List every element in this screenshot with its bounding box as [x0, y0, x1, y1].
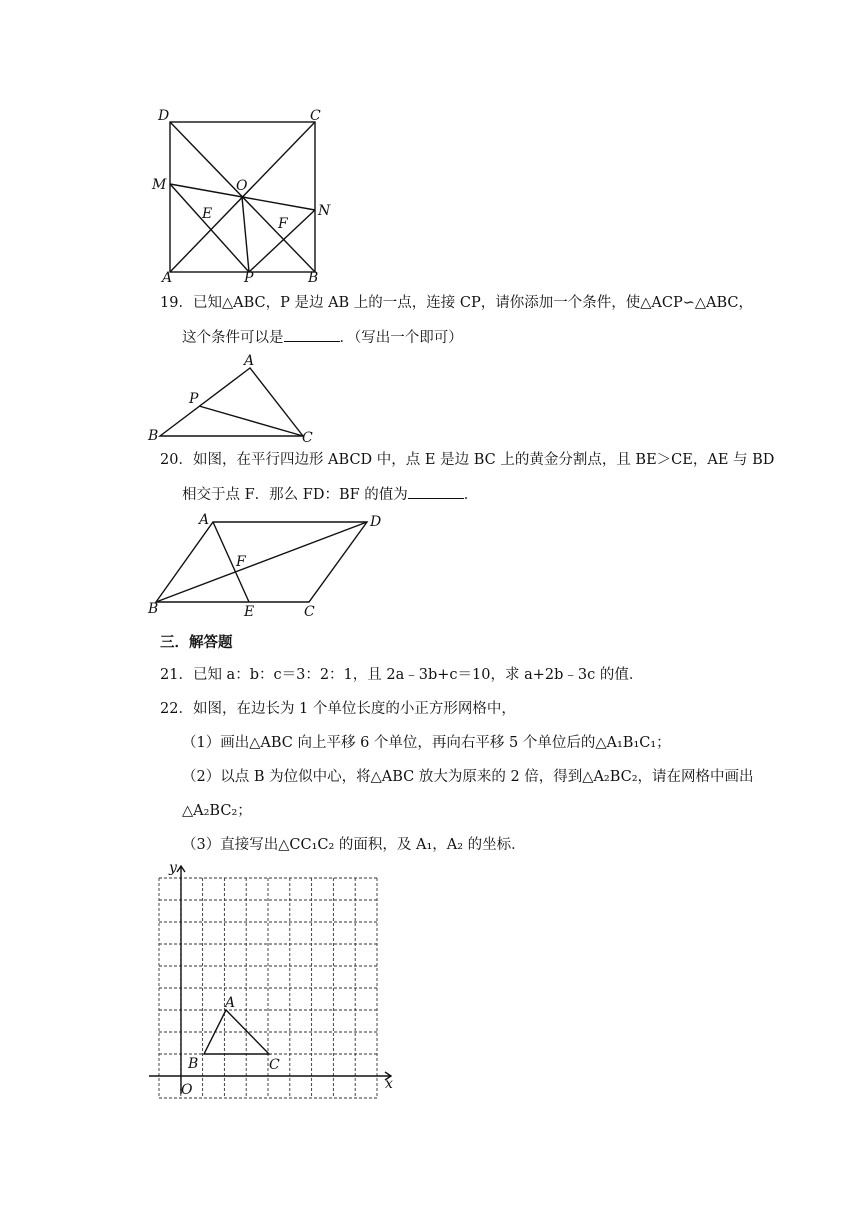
- q19-line2-b: ．（写出一个即可）: [339, 330, 463, 346]
- q21-text: 21．已知 a：b：c＝3：2：1，且 2a﹣3b+c＝10，求 a+2b﹣3c 的值．: [160, 667, 644, 683]
- q20-label-D: D: [370, 514, 382, 530]
- label-N: N: [318, 203, 331, 219]
- grid-label-C: C: [269, 1057, 280, 1073]
- label-M: M: [152, 177, 167, 193]
- grid-label-O: O: [181, 1082, 193, 1098]
- label-C: C: [310, 108, 321, 124]
- grid-label-x: x: [385, 1076, 393, 1092]
- q19-label-A: A: [244, 353, 255, 369]
- q22-intro: 22．如图，在边长为 1 个单位长度的小正方形网格中，: [160, 701, 516, 717]
- triangle-figure: [145, 352, 320, 444]
- label-F: F: [278, 216, 288, 232]
- q20-label-E: E: [244, 604, 255, 620]
- grid-label-A: A: [225, 995, 236, 1011]
- q19-label-B: B: [148, 428, 159, 444]
- label-B: B: [308, 270, 319, 284]
- label-E: E: [202, 206, 213, 222]
- q20-label-F: F: [236, 554, 246, 570]
- square-figure: [148, 104, 338, 284]
- section-heading: 三．解答题: [160, 635, 233, 651]
- q20-line2: [182, 484, 478, 505]
- label-A: A: [162, 270, 173, 284]
- q20-line2-b: ．: [463, 487, 479, 503]
- q20-line2-a: 相交于点 F．那么 FD：BF 的值为: [182, 487, 408, 503]
- q19-line2-a: 这个条件可以是: [182, 330, 284, 346]
- parallelogram-figure: [145, 510, 390, 620]
- q19-line2: [182, 327, 463, 348]
- label-D: D: [158, 108, 170, 124]
- q22-part3: （3）直接写出△CC₁C₂ 的面积，及 A₁，A₂ 的坐标．: [182, 837, 526, 853]
- q22-part1: （1）画出△ABC 向上平移 6 个单位，再向右平移 5 个单位后的△A₁B₁C₁；: [182, 735, 671, 751]
- label-P: P: [244, 270, 254, 284]
- q20-label-B: B: [148, 601, 159, 617]
- q19-label-P: P: [189, 391, 199, 407]
- q20-line1: 20．如图，在平行四边形 ABCD 中，点 E 是边 BC 上的黄金分割点，且 BE＞CE，AE 与 BD: [160, 452, 775, 468]
- q19-answer-blank: [284, 327, 340, 342]
- q20-label-C: C: [304, 604, 315, 620]
- q19-label-C: C: [302, 430, 313, 444]
- grid-label-y: y: [169, 860, 177, 876]
- q22-part2b: △A₂BC₂；: [182, 803, 252, 819]
- q19-line1: 19．已知△ABC，P 是边 AB 上的一点，连接 CP，请你添加一个条件，使△ACP∽△ABC，: [160, 295, 754, 311]
- q22-part2a: （2）以点 B 为位似中心，将△ABC 放大为原来的 2 倍，得到△A₂BC₂，请在网格中画出: [182, 769, 754, 785]
- label-O: O: [236, 178, 248, 194]
- grid-label-B: B: [188, 1056, 199, 1072]
- q20-answer-blank: [408, 484, 464, 499]
- coordinate-grid: [145, 858, 400, 1102]
- q20-label-A: A: [199, 512, 210, 528]
